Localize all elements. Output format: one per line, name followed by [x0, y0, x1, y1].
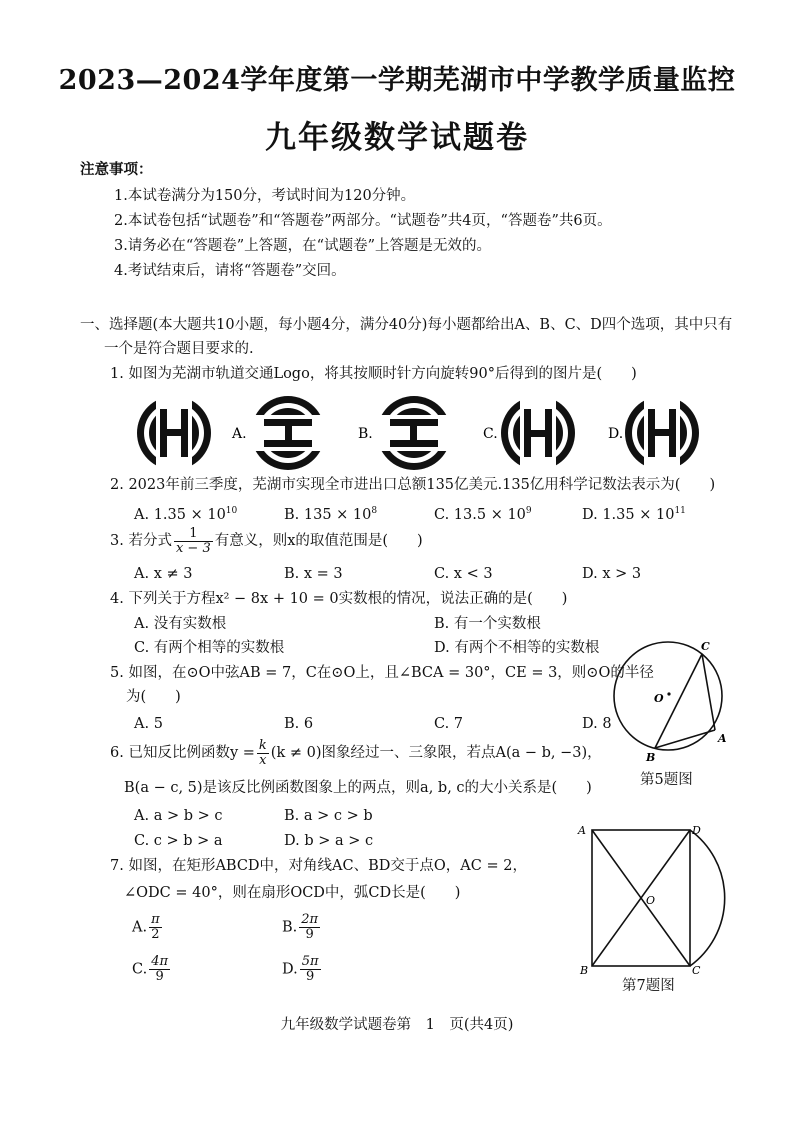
q7-label-o: O [646, 894, 656, 907]
q2-option-a: A. $1.35 \times 10^{10}$ [134, 506, 238, 523]
q3-option-c: C. x < 3 [434, 566, 493, 582]
note-item-4: 4.考试结束后，请将“答题卷”交回。 [114, 263, 346, 279]
q1-stem: 1. 如图为芜湖市轨道交通Logo，将其按顺时针方向旋转90°后得到的图片是( ) [110, 366, 637, 382]
q1-logo-figures [134, 392, 734, 474]
q7-label-a: A [578, 824, 586, 837]
q2-stem: 2. 2023年前三季度，芜湖市实现全市进出口总额135亿美元.135亿用科学记数法表示为( ) [110, 477, 716, 493]
q1-option-d-logo [625, 393, 699, 473]
section1-instructions-cont: 一个是符合题目要求的. [104, 341, 254, 357]
q3-option-b: B. x = 3 [284, 566, 343, 582]
q5-figure-caption: 第5题图 [640, 772, 693, 788]
exam-title-line1: 2023—2024学年度第一学期芜湖市中学教学质量监控 [58, 65, 736, 96]
q7-stem: 7. 如图，在矩形ABCD中，对角线AC、BD交于点O，AC = 2， [110, 858, 527, 874]
q7-option-a: A. $\frac{\pi}{2}$ [132, 912, 160, 942]
q1-option-d-label: D. [608, 426, 624, 442]
note-item-2: 2.本试卷包括“试题卷”和“答题卷”两部分。“试题卷”共4页，“答题卷”共6页。 [114, 213, 612, 229]
q2-option-d: D. $1.35 \times 10^{11}$ [582, 506, 686, 523]
q5-stem-cont: 为( ) [126, 689, 181, 705]
q4-stem: 4. 下列关于方程x² − 8x + 10 = 0实数根的情况，说法正确的是( ) [110, 591, 568, 607]
q7-option-c: C. $\frac{4\pi}{9}$ [132, 954, 169, 984]
q1-option-b-logo [374, 396, 454, 470]
q2-option-b: B. $135 \times 10^8$ [284, 506, 378, 523]
section1-instructions: 一、选择题(本大题共10小题，每小题4分，满分40分)每小题都给出A、B、C、D四个选项，其中只有 [80, 317, 733, 333]
q6-stem-cont: B(a − c, 5)是该反比例函数图象上的两点，则a, b, c的大小关系是( ) [124, 780, 592, 796]
notes-heading: 注意事项： [80, 161, 153, 178]
q5-label-b: B [646, 751, 656, 764]
q4-option-b: B. 有一个实数根 [434, 616, 541, 632]
q5-circle-figure [608, 634, 738, 766]
q6-option-b: B. a > c > b [284, 808, 373, 824]
q3-option-d: D. x > 3 [582, 566, 642, 582]
note-item-3: 3.请务必在“答题卷”上答题，在“试题卷”上答题是无效的。 [114, 238, 491, 254]
q5-label-a: A [718, 732, 727, 745]
q1-option-a-label: A. [232, 426, 247, 442]
q7-option-b: B. $\frac{2\pi}{9}$ [282, 912, 319, 942]
q5-label-c: C [701, 640, 710, 653]
q4-option-a: A. 没有实数根 [134, 616, 227, 632]
q1-option-c-logo [501, 393, 575, 473]
q2-option-c: C. $13.5 \times 10^9$ [434, 506, 532, 523]
q3-option-a: A. x ≠ 3 [134, 566, 193, 582]
q5-option-c: C. 7 [434, 716, 464, 732]
q1-option-c-label: C. [483, 426, 498, 442]
q5-option-d: D. 8 [582, 716, 612, 732]
q3-stem: 3. 若分式 $\frac{1}{x - 3}$ 有意义，则x的取值范围是( ) [110, 525, 423, 556]
q4-option-c: C. 有两个相等的实数根 [134, 640, 285, 656]
q7-figure-caption: 第7题图 [622, 978, 675, 994]
q7-option-d: D. $\frac{5\pi}{9}$ [282, 954, 319, 984]
note-item-1: 1.本试卷满分为150分，考试时间为120分钟。 [114, 188, 416, 204]
q6-option-d: D. b > a > c [284, 833, 374, 849]
q1-original-logo [137, 393, 211, 473]
q1-option-b-label: B. [358, 426, 373, 442]
q5-stem: 5. 如图，在⊙O中弦AB = 7，C在⊙O上，且∠BCA = 30°，CE = 3，则⊙O的半径 [110, 665, 654, 681]
q5-label-o: O [654, 692, 664, 705]
exam-title-line2: 九年级数学试题卷 [265, 120, 529, 156]
q7-rectangle-figure [574, 820, 744, 980]
q7-label-d: D [692, 824, 701, 837]
q7-stem-cont: ∠ODC = 40°，则在扇形OCD中，弧CD长是( ) [124, 885, 461, 901]
q6-stem: 6. 已知反比例函数y = $\frac{k}{x}$ (k ≠ 0)图象经过一、三象限，若点A(a − b, −3)， [110, 737, 602, 768]
q6-option-a: A. a > b > c [134, 808, 223, 824]
q5-option-a: A. 5 [134, 716, 163, 732]
q1-option-a-logo [248, 396, 328, 470]
q4-option-d: D. 有两个不相等的实数根 [434, 640, 600, 656]
page-footer: 九年级数学试题卷第 1 页(共4页) [280, 1017, 514, 1033]
q6-option-c: C. c > b > a [134, 833, 223, 849]
q7-label-c: C [692, 964, 701, 977]
q7-label-b: B [580, 964, 589, 977]
q5-option-b: B. 6 [284, 716, 314, 732]
